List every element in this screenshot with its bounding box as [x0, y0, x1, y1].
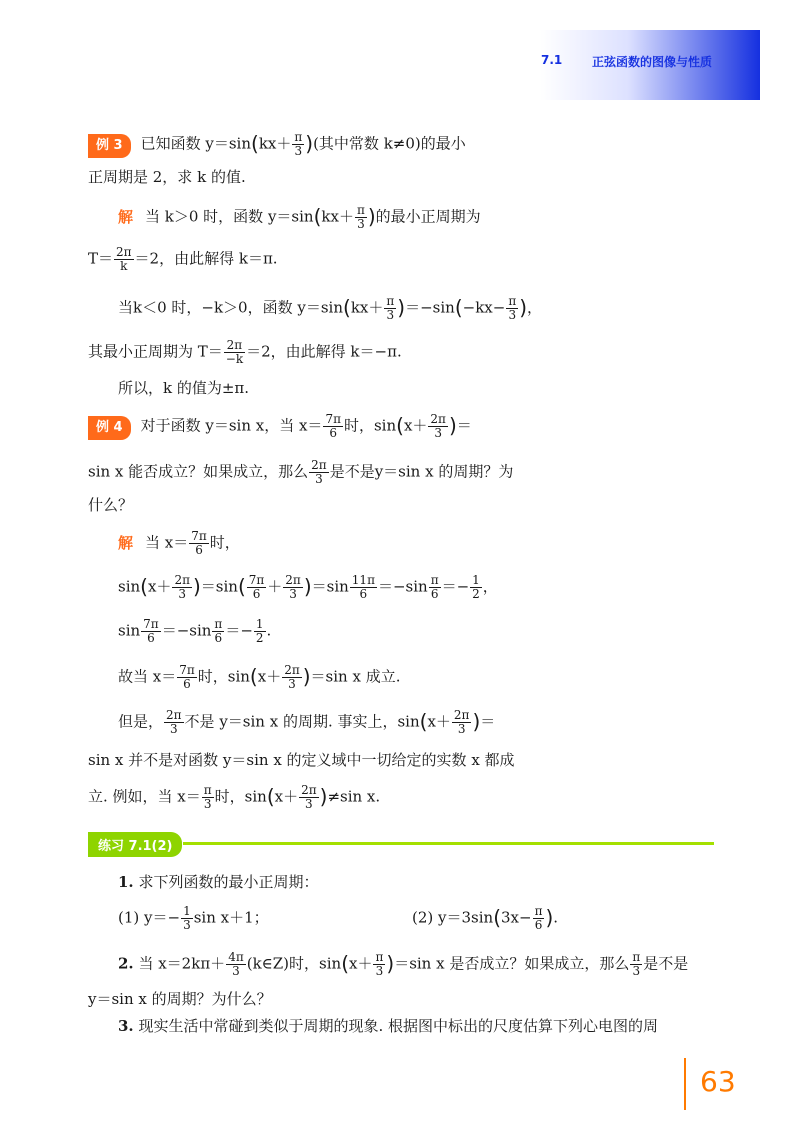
- exercise-q2: 2. 当 x＝2kπ＋ $\frac{4\pi}{3}$ (k∈Z)时，sin(x＋ $\frac{\pi}{3}$ )＝sin x 是否成立？如果成立，那么 $\frac{\pi}{3}$ 是不是: [118, 950, 689, 978]
- example3-solution-line2: T＝ $\frac{2\pi}{k}$ ＝2，由此解得 k＝π.: [88, 245, 278, 273]
- example4-solution-line1: 解 当 x＝ $\frac{7\pi}{6}$ 时，: [118, 529, 240, 557]
- example3-question-line1: 例 3 已知函数 y＝sin(kx＋ $\frac{\pi}{3}$ )(其中常数 k≠0)的最小: [88, 131, 466, 158]
- exercise-q1a: (1) y＝− $\frac{1}{3}$ sin x＋1；: [118, 904, 269, 932]
- example3-question-line2: 正周期是 2，求 k 的值.: [88, 168, 246, 186]
- solution-label-2: 解: [118, 533, 134, 552]
- section-title: 正弦函数的图像与性质: [592, 55, 713, 69]
- example4-badge: 例 4: [88, 416, 131, 440]
- section-number: 7.1: [541, 53, 563, 67]
- example3-solution-line5: 所以，k 的值为±π.: [118, 379, 250, 397]
- example4-solution-line6: sin x 并不是对函数 y＝sin x 的定义域中一切给定的实数 x 都成: [88, 751, 515, 769]
- example4-solution-line4: 故当 x＝ $\frac{7\pi}{6}$ 时，sin(x＋ $\frac{2\pi}{3}$ )＝sin x 成立.: [118, 663, 401, 691]
- example3-solution-line1: 解 当 k＞0 时，函数 y＝sin(kx＋ $\frac{\pi}{3}$ )的最小正周期为: [118, 203, 481, 231]
- example3-solution-line3: 当k＜0 时，−k＞0，函数 y＝sin(kx＋ $\frac{\pi}{3}$ )＝−sin(−kx− $\frac{\pi}{3}$ )，: [118, 294, 543, 322]
- example3-badge: 例 3: [88, 134, 131, 158]
- example4-question-line2: sin x 能否成立？如果成立，那么 $\frac{2\pi}{3}$ 是不是y＝sin x 的周期？为: [88, 458, 514, 486]
- exercise-header: [88, 830, 714, 858]
- page-number: 63: [700, 1065, 736, 1098]
- example4-question-line1: 例 4 对于函数 y＝sin x，当 x＝ $\frac{7\pi}{6}$ 时，sin(x＋ $\frac{2\pi}{3}$ )＝: [88, 413, 472, 440]
- example4-solution-line5: 但是， $\frac{2\pi}{3}$ 不是 y＝sin x 的周期. 事实上，sin(x＋ $\frac{2\pi}{3}$ )＝: [118, 708, 496, 736]
- exercise-q3: 3. 现实生活中常碰到类似于周期的现象. 根据图中标出的尺度估算下列心电图的周: [118, 1017, 658, 1035]
- example4-solution-line3: sin $\frac{7\pi}{6}$ ＝−sin $\frac{\pi}{6}$ ＝− $\frac{1}{2}$ .: [118, 617, 272, 645]
- page-number-rule: [684, 1058, 686, 1110]
- exercise-rule: [183, 842, 714, 845]
- exercise-q1: 1. 求下列函数的最小正周期：: [118, 873, 319, 891]
- exercise-q2-line2: y＝sin x 的周期？为什么？: [88, 990, 272, 1008]
- example4-question-line3: 什么？: [88, 496, 134, 514]
- example4-solution-line2: sin(x＋ $\frac{2\pi}{3}$ )＝sin( $\frac{7\pi}{6}$ ＋ $\frac{2\pi}{3}$ )＝sin $\frac{11\pi}{6}$ ＝−sin $\frac{\pi}{6}$ ＝− $\frac{1}{2}$ ，: [118, 573, 498, 601]
- exercise-label: 练习 7.1(2): [88, 832, 182, 857]
- solution-label: 解: [118, 207, 134, 226]
- example4-solution-line7: 立. 例如，当 x＝ $\frac{\pi}{3}$ 时，sin(x＋ $\frac{2\pi}{3}$ )≠sin x.: [88, 783, 381, 811]
- example3-solution-line4: 其最小正周期为 T＝ $\frac{2\pi}{-k}$ ＝2，由此解得 k＝−π.: [88, 338, 402, 366]
- exercise-q1b: (2) y＝3sin(3x− $\frac{\pi}{6}$ ).: [412, 904, 559, 932]
